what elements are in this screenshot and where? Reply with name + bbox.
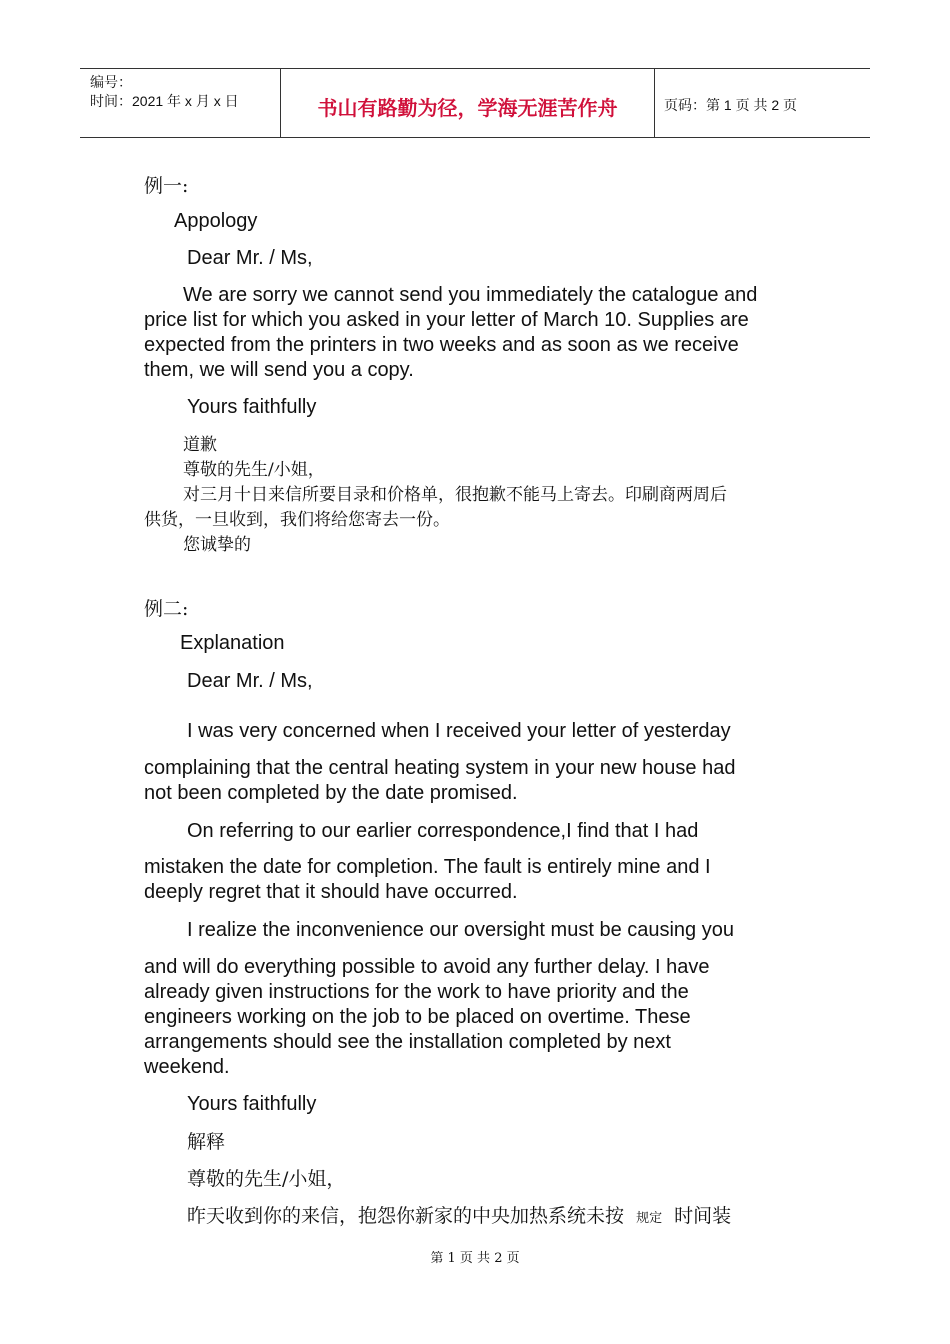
document-number-label: 编号：	[90, 74, 132, 90]
example1-closing: Yours faithfully	[187, 396, 317, 418]
example2-cn-body-small: 规定	[636, 1211, 663, 1226]
example1-body-line: price list for which you asked in your letter of March 10. Supplies are	[144, 309, 749, 331]
example2-paragraph-line: mistaken the date for completion. The fault is entirely mine and I	[144, 856, 711, 878]
example2-cn-body-line	[187, 1204, 731, 1231]
example2-paragraph-first-line: On referring to our earlier correspondence,I find that I had	[187, 820, 699, 842]
example2-paragraph-line: and will do everything possible to avoid any further delay. I have	[144, 956, 710, 978]
example2-cn-salutation: 尊敬的先生/小姐，	[187, 1168, 346, 1190]
header-motto: 书山有路勤为径，学海无涯苦作舟	[317, 96, 618, 120]
example2-cn-body-part: 昨天收到你的来信，抱怨你新家的中央加热系统未按	[187, 1205, 625, 1227]
example1-salutation: Dear Mr. / Ms,	[187, 247, 313, 269]
example2-cn-body-part: 时间装	[674, 1205, 732, 1227]
example2-paragraph-line: engineers working on the job to be placed on overtime. These	[144, 1006, 691, 1028]
header-center-cell	[281, 69, 655, 137]
example2-label: 例二:	[144, 598, 189, 620]
example2-paragraph-first-line: I was very concerned when I received your letter of yesterday	[187, 720, 731, 742]
example2-title: Explanation	[180, 632, 285, 654]
example1-body-line: We are sorry we cannot send you immediately the catalogue and	[183, 284, 758, 306]
example2-paragraph-first-line: I realize the inconvenience our oversight must be causing you	[187, 919, 734, 941]
example1-body-line: expected from the printers in two weeks and as soon as we receive	[144, 334, 739, 356]
example1-title: Appology	[174, 210, 258, 232]
example1-cn-body-line: 对三月十日来信所要目录和价格单，很抱歉不能马上寄去。印刷商两周后	[183, 485, 727, 505]
example2-cn-title: 解释	[187, 1131, 226, 1153]
example1-body-line: them, we will send you a copy.	[144, 359, 414, 381]
example2-paragraph-line: deeply regret that it should have occurred.	[144, 881, 518, 903]
header-left-cell	[80, 69, 281, 137]
example1-cn-closing: 您诚挚的	[183, 535, 251, 555]
header-table	[80, 68, 870, 138]
document-time-label: 时间：2021 年 x 月 x 日	[90, 93, 239, 109]
header-page-info: 页码：第 1 页 共 2 页	[664, 97, 798, 113]
example2-paragraph-line: already given instructions for the work to have priority and the	[144, 981, 689, 1003]
example2-closing: Yours faithfully	[187, 1093, 317, 1115]
example1-label: 例一:	[144, 175, 189, 197]
example2-paragraph-line: arrangements should see the installation completed by next	[144, 1031, 671, 1053]
example2-salutation: Dear Mr. / Ms,	[187, 670, 313, 692]
example1-cn-title: 道歉	[183, 435, 217, 455]
example2-paragraph-line: weekend.	[144, 1056, 230, 1078]
example1-cn-body-line: 供货，一旦收到，我们将给您寄去一份。	[144, 510, 450, 530]
example1-cn-salutation: 尊敬的先生/小姐，	[183, 460, 325, 480]
header-right-cell	[655, 69, 870, 137]
page-footer: 第 1 页 共 2 页	[430, 1251, 520, 1266]
example2-paragraph-line: not been completed by the date promised.	[144, 782, 518, 804]
example2-paragraph-line: complaining that the central heating system in your new house had	[144, 757, 736, 779]
